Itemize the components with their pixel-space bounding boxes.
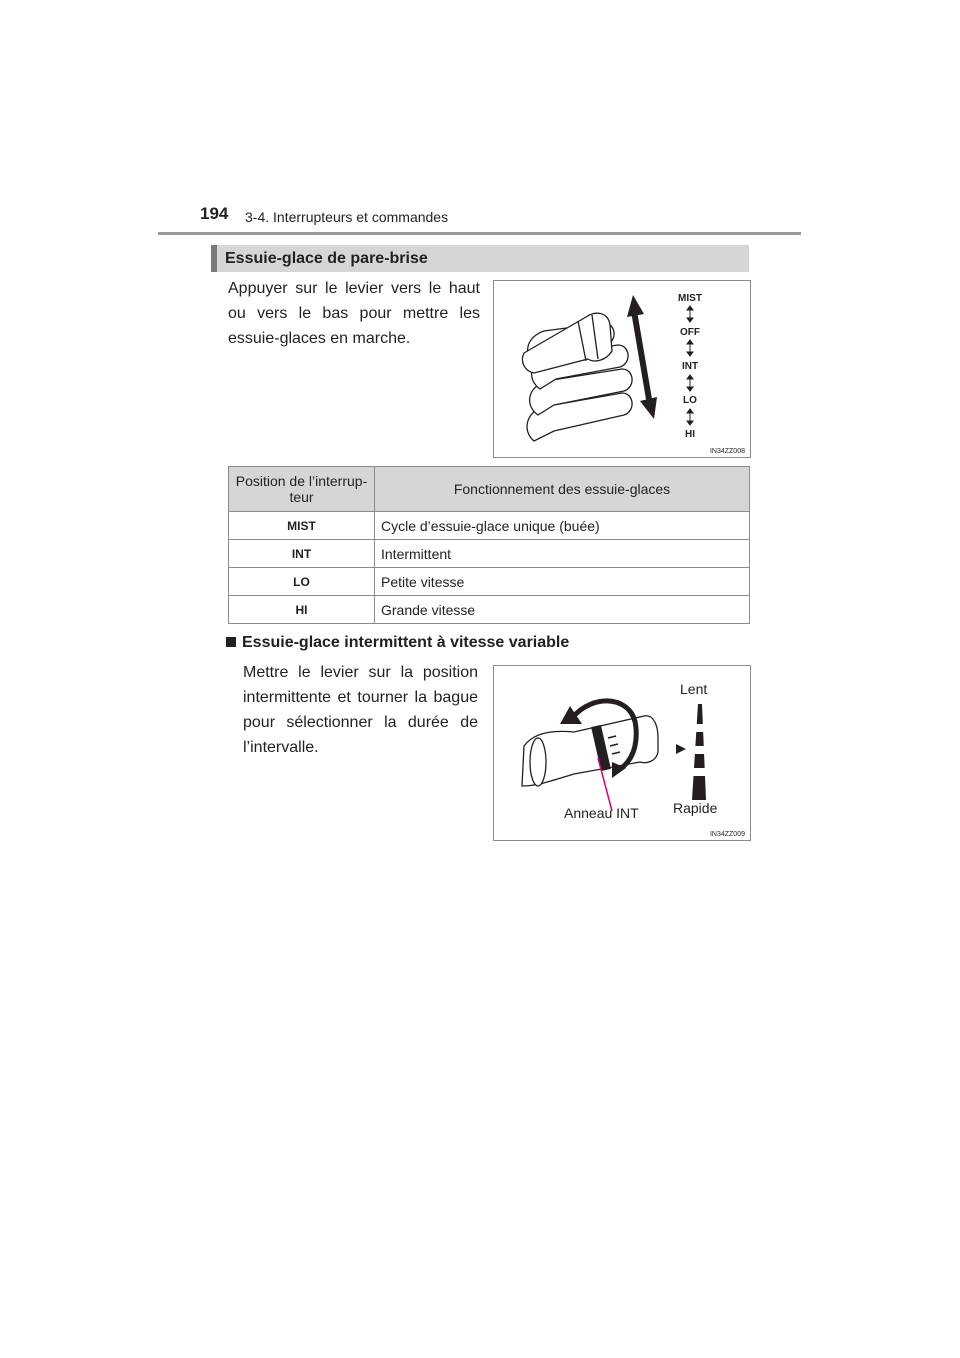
switch-position-table — [228, 466, 750, 624]
table-row — [229, 512, 750, 540]
figure-code: IN34ZZ009 — [709, 831, 745, 838]
table-row — [229, 568, 750, 596]
sub-paragraph: Mettre le levier sur la position intermittente et tourner la bague pour sélectionner la durée de l’intervalle. — [243, 664, 478, 756]
table-cell-operation: Petite vitesse — [375, 568, 750, 596]
table-cell-operation: Intermittent — [375, 540, 750, 568]
table-cell-position: INT — [229, 540, 375, 568]
table-header-operation: Fonctionnement des essuie-glaces — [375, 467, 750, 512]
subheading-text: Essuie-glace intermittent à vitesse variable — [242, 634, 570, 651]
table-cell-position: MIST — [229, 512, 375, 540]
intro-paragraph: Appuyer sur le levier vers le haut ou vers le bas pour mettre les essuie-glaces en marche. — [228, 280, 480, 347]
section-title: 3-4. Interrupteurs et commandes — [245, 209, 449, 225]
table-cell-position: HI — [229, 596, 375, 624]
position-label-int: INT — [681, 361, 699, 372]
table-cell-operation: Cycle d’essuie-glace unique (buée) — [375, 512, 750, 540]
square-bullet-icon — [226, 637, 236, 647]
wiper-lever-figure — [493, 280, 751, 458]
table-header-position: Position de l’interrup-teur — [229, 467, 375, 512]
label-slow: Lent — [680, 681, 708, 697]
int-ring-figure — [493, 665, 751, 841]
figure-code: IN34ZZ008 — [709, 448, 745, 455]
table-cell-position: LO — [229, 568, 375, 596]
table-row — [229, 596, 750, 624]
section-heading — [211, 245, 749, 272]
position-label-off: OFF — [680, 327, 700, 338]
header-rule — [158, 232, 801, 235]
label-fast: Rapide — [673, 800, 718, 816]
movement-arrow — [634, 311, 650, 405]
position-label-hi: HI — [685, 429, 695, 440]
table-header-row — [229, 467, 750, 512]
page-number: 194 — [200, 204, 229, 223]
table-row — [229, 540, 750, 568]
label-int-ring: Anneau INT — [564, 805, 639, 821]
speed-indicator-arrow — [676, 744, 686, 754]
section-heading-text: Essuie-glace de pare-brise — [225, 250, 428, 267]
heading-accent — [211, 245, 217, 272]
position-label-lo: LO — [683, 395, 697, 406]
subheading — [226, 634, 569, 652]
position-label-mist: MIST — [678, 293, 702, 304]
table-cell-operation: Grande vitesse — [375, 596, 750, 624]
